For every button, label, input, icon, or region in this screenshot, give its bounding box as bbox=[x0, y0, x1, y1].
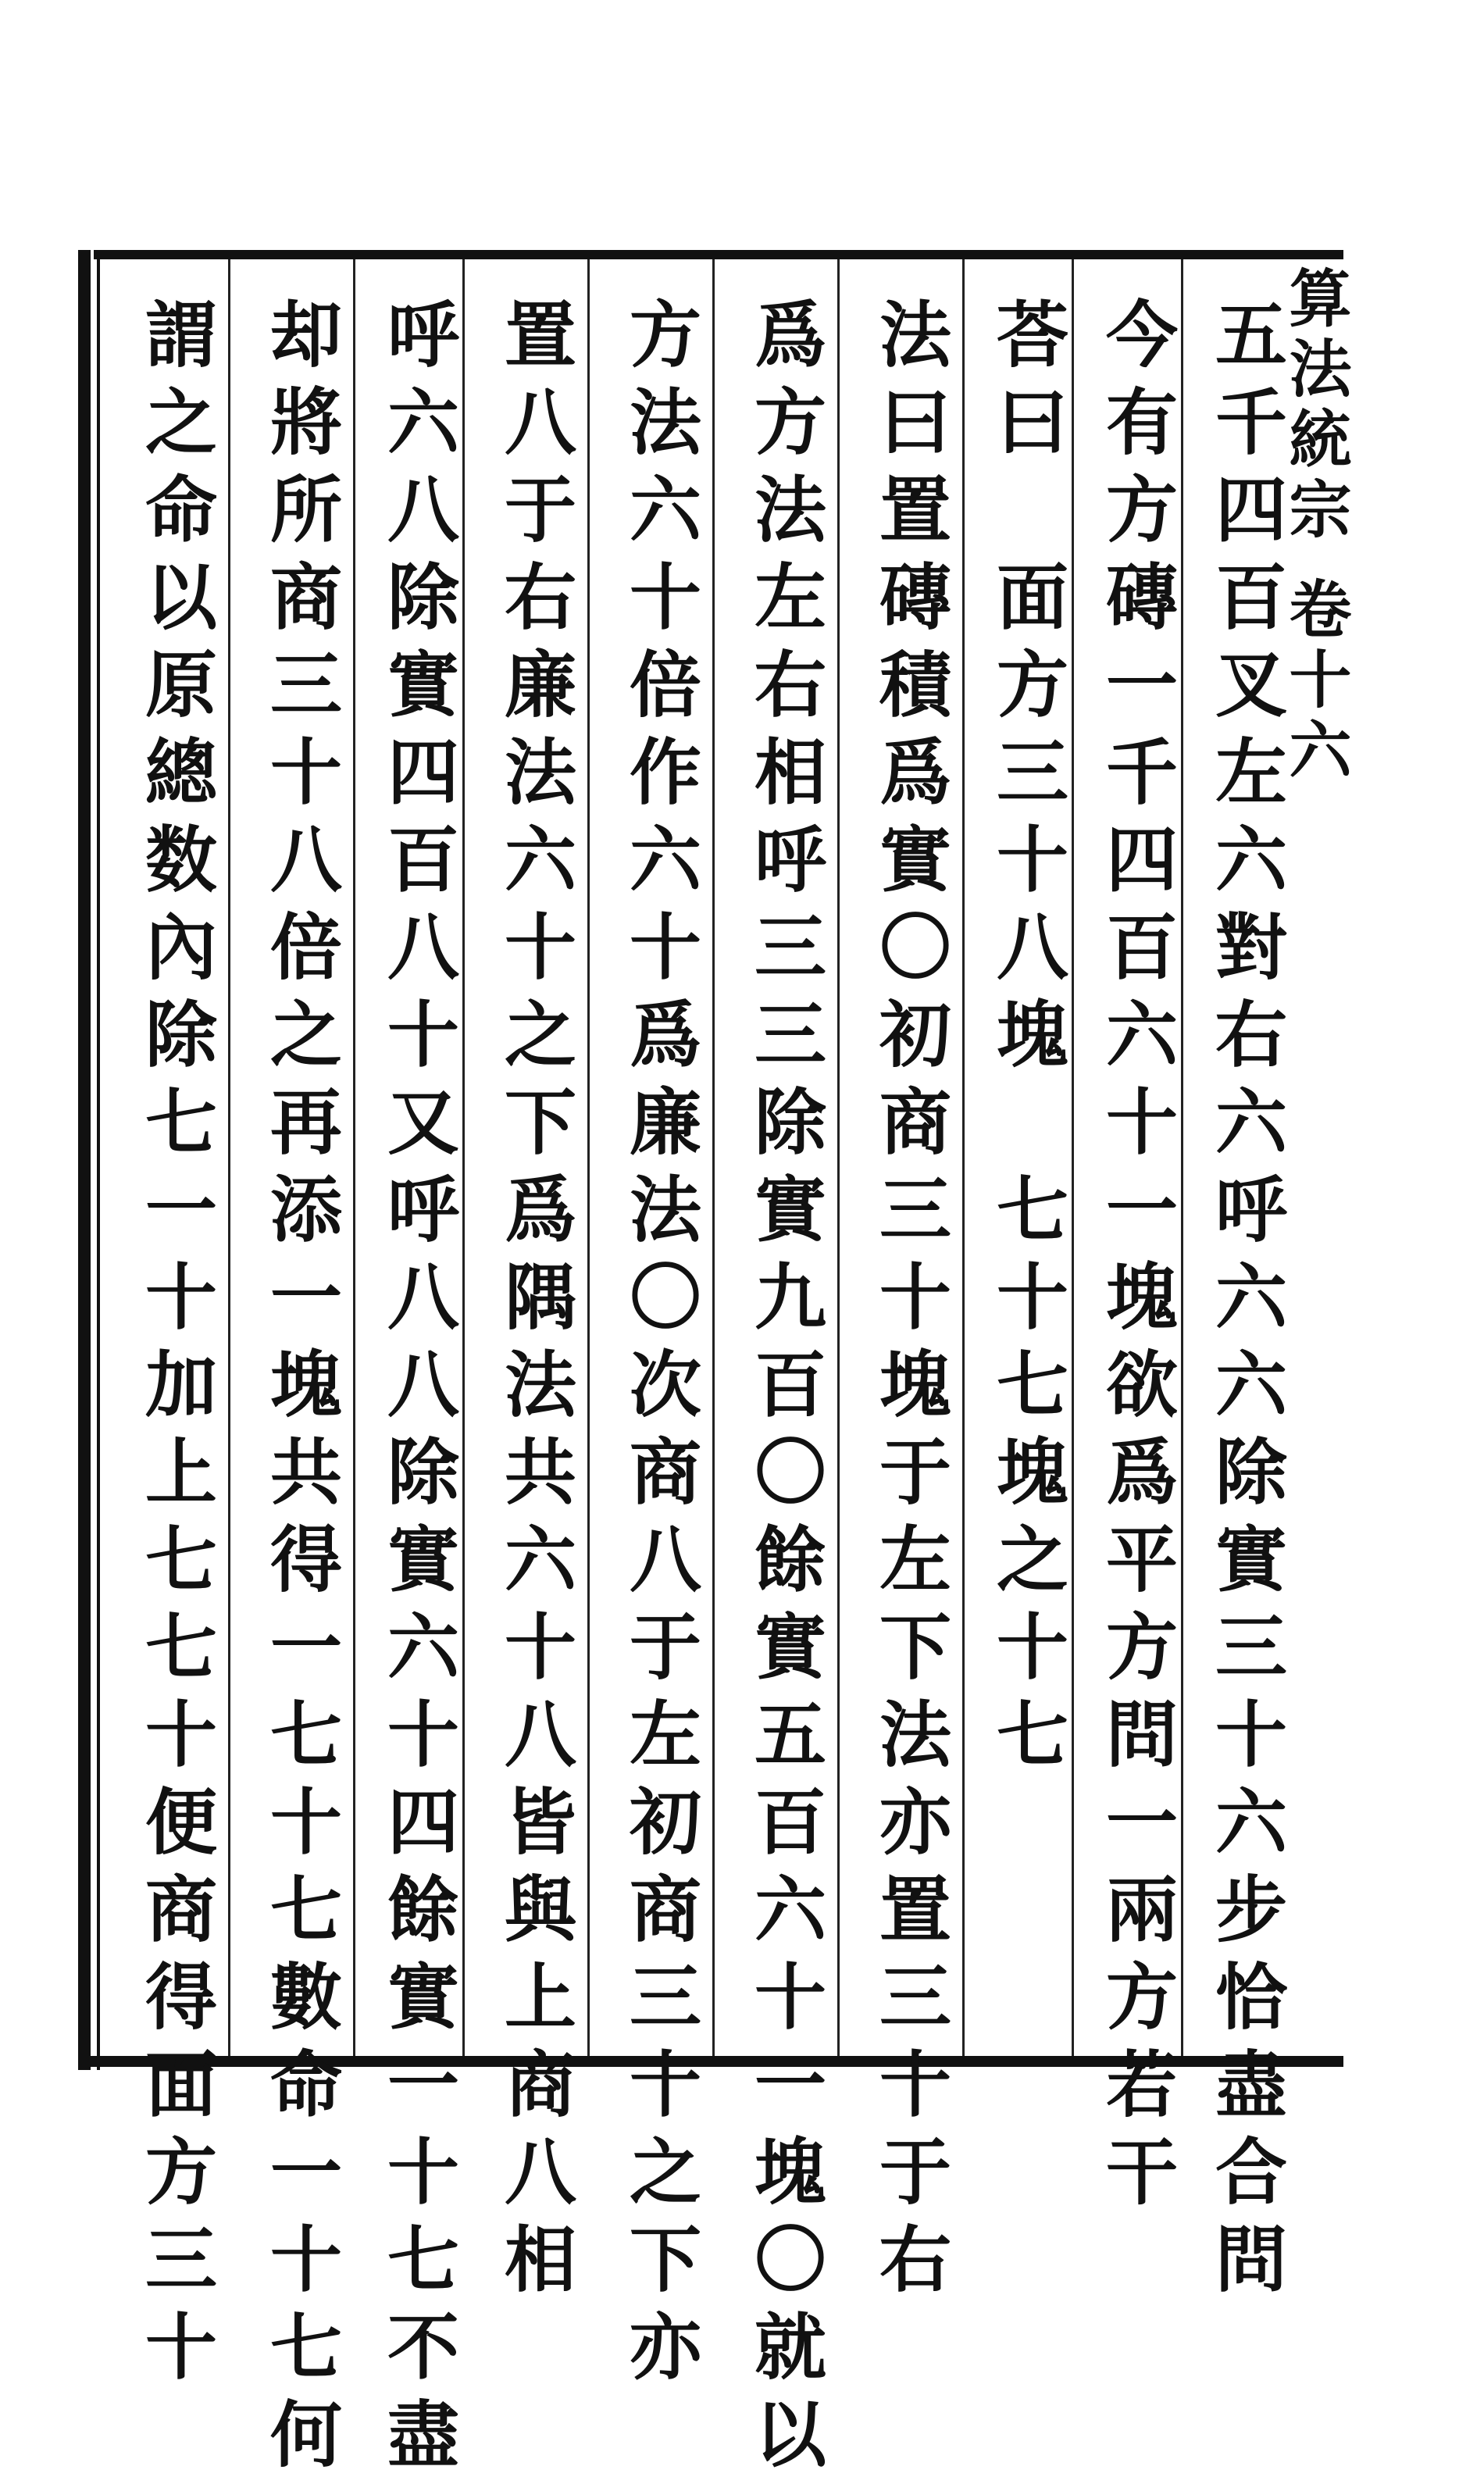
column-text: 五千四百叉左六對右六呼六六除實三十六步恰盡合問 bbox=[1204, 297, 1288, 2309]
text-column-6 bbox=[609, 297, 711, 2397]
column-text: 爲方法左右相呼三三除實九百〇餘實五百六十一塊〇就以 bbox=[743, 297, 827, 2484]
column-rule bbox=[587, 259, 590, 2056]
text-column-8 bbox=[367, 297, 469, 2484]
column-rule bbox=[712, 259, 715, 2056]
text-column-4 bbox=[859, 297, 961, 2309]
text-column-5 bbox=[734, 297, 836, 2484]
text-column-3 bbox=[976, 297, 1078, 1784]
column-text: 置八于右廉法六十之下爲隅法共六十八皆與上商八相 bbox=[493, 297, 577, 2309]
column-rule bbox=[962, 259, 965, 2056]
column-text: 呼六八除實四百八十又呼八八除實六十四餘實一十七不盡 bbox=[376, 297, 460, 2484]
text-column-2 bbox=[1086, 297, 1187, 2222]
column-rule bbox=[353, 259, 355, 2056]
page-frame-left bbox=[78, 250, 91, 2070]
column-text: 法曰置磚積爲實〇初商三十塊于左下法亦置三十于右 bbox=[868, 297, 952, 2309]
column-rule bbox=[228, 259, 230, 2056]
text-column-10 bbox=[125, 297, 227, 2397]
column-text: 今有方磚一千四百六十一塊欲爲平方問一兩方若干 bbox=[1094, 297, 1179, 2222]
page-frame-left-inner bbox=[97, 258, 100, 2070]
column-text: 荅曰 面方三十八塊 七十七塊之十七 bbox=[985, 297, 1069, 1784]
column-text: 却將所商三十八倍之再添一塊共得一七十七數命一十七何 bbox=[259, 297, 343, 2484]
text-column-1 bbox=[1195, 297, 1297, 2309]
column-text: 方法六十倍作六十爲廉法〇次商八于左初商三十之下亦 bbox=[618, 297, 702, 2397]
column-text: 謂之命以原總数內除七一十加上七七十便商得面方三十 bbox=[134, 297, 218, 2397]
text-column-9 bbox=[250, 297, 351, 2484]
column-rule bbox=[837, 259, 840, 2056]
margin-title: 算法統宗 卷十六 bbox=[1279, 266, 1352, 787]
page-frame-top bbox=[94, 250, 1343, 259]
text-column-7 bbox=[484, 297, 586, 2309]
